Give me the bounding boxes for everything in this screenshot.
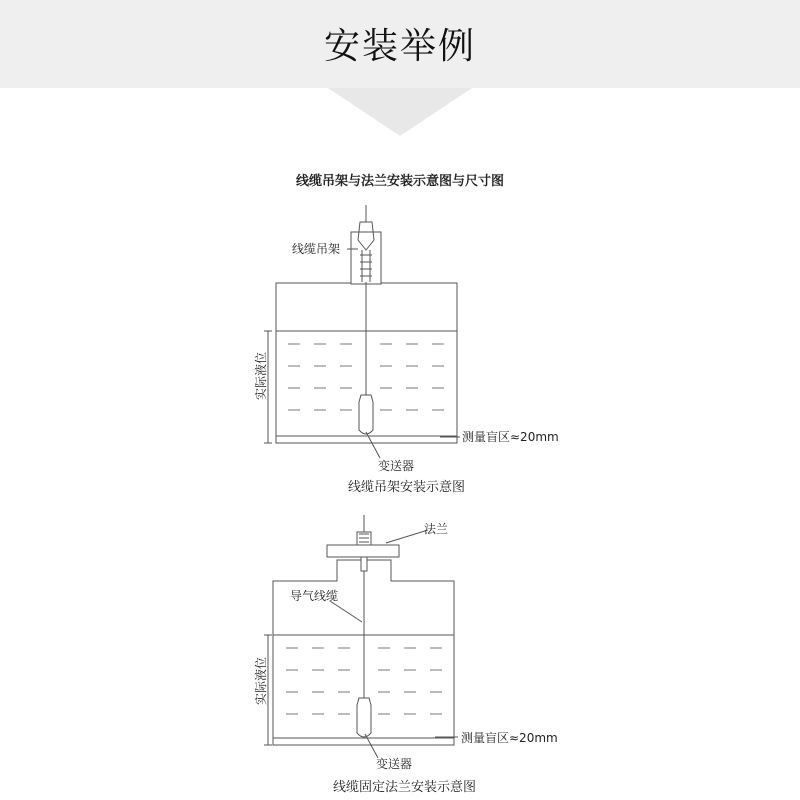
cable-label: 导气线缆 [290,589,339,603]
cable-leader [330,601,362,622]
flange-label: 法兰 [424,522,449,536]
hanger-label: 线缆吊架 [292,242,341,256]
transmitter-label-1: 变送器 [378,459,415,473]
figure-flange [264,515,458,758]
figure1-caption: 线缆吊架安装示意图 [348,480,466,495]
transmitter-label-2: 变送器 [376,757,413,771]
level-label-1: 实际液位 [254,351,268,400]
page-title: 安装举例 [323,26,476,67]
transmitter-1 [359,395,373,434]
transmitter-2 [357,698,371,737]
flange-bushing [361,557,367,571]
blind-zone-label-1: 测量盲区≈20mm [462,430,559,444]
flange-leader [386,530,428,543]
diagram-heading: 线缆吊架与法兰安装示意图与尺寸图 [295,174,504,189]
flange-plate [327,545,399,557]
figure2-caption: 线缆固定法兰安装示意图 [333,780,477,795]
level-label-2: 实际液位 [254,656,268,705]
blind-zone-label-2: 测量盲区≈20mm [461,731,558,745]
